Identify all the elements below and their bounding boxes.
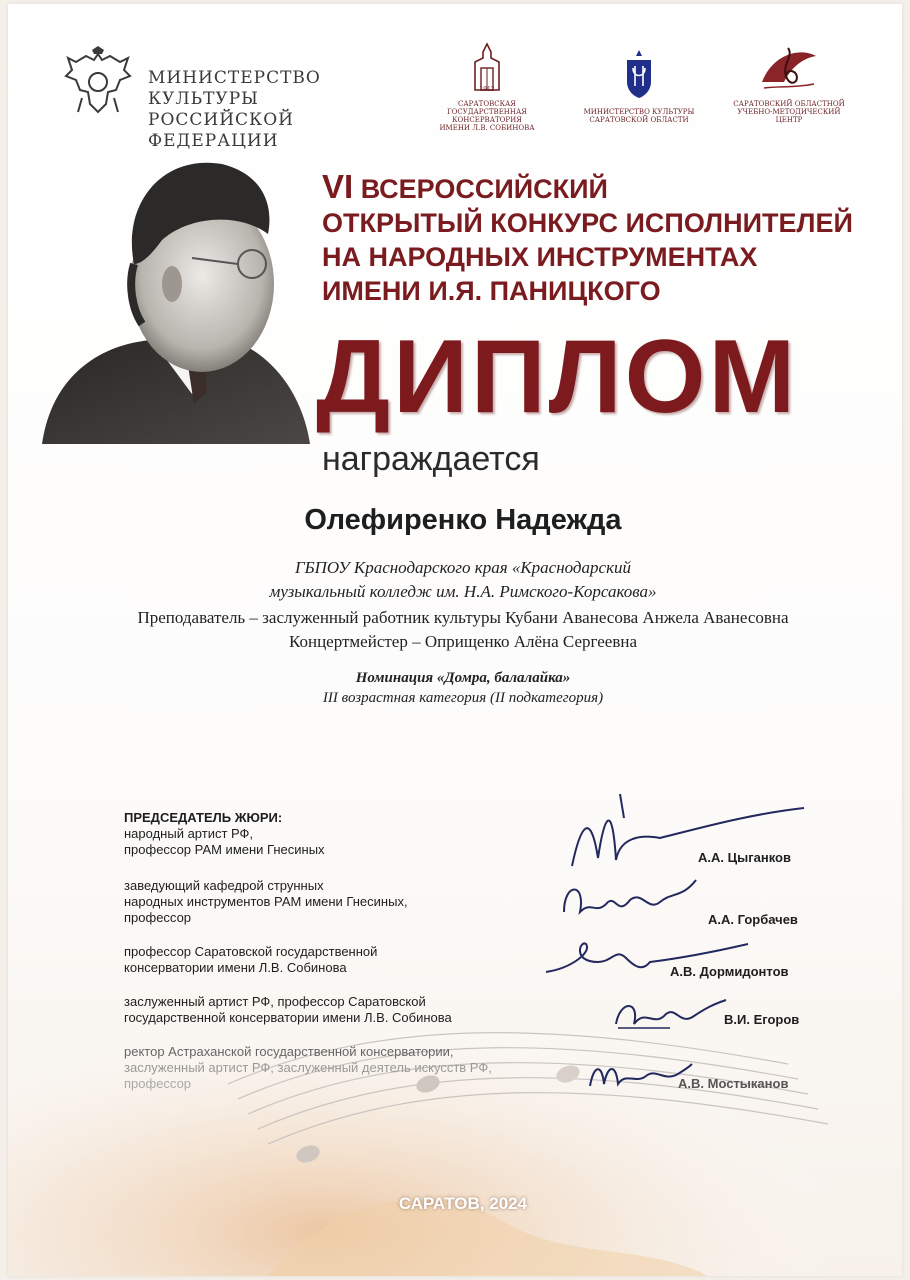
region-ministry-line-1: МИНИСТЕРСТВО КУЛЬТУРЫ	[583, 108, 695, 116]
nomination: Номинация «Домра, балалайка»	[355, 670, 571, 686]
city-year: САРАТОВ, 2024	[398, 1194, 528, 1213]
teacher-line: Преподаватель – заслуженный работник культуры Кубани Аванесова Анжела Аванесовна	[137, 608, 789, 627]
title-roman-numeral: VI	[322, 168, 354, 205]
portrait	[42, 144, 312, 454]
jury-member-2-line-2: народных инструментов РАМ имени Гнесиных,	[124, 894, 408, 909]
jury-member-1-line-2: профессор РАМ имени Гнесиных	[124, 842, 325, 857]
diploma-page	[8, 4, 902, 1276]
jury-member-2-line-1: заведующий кафедрой струнных	[124, 878, 324, 893]
region-ministry-logo	[574, 48, 704, 124]
ministry-title	[148, 68, 428, 152]
double-headed-eagle-icon	[62, 46, 134, 122]
jury-member-3-line-1: профессор Саратовской государственной	[124, 944, 378, 959]
jury-name-4: В.И. Егоров	[724, 1012, 800, 1027]
title-line-4: ИМЕНИ И.Я. ПАНИЦКОГО	[322, 276, 661, 306]
ministry-line-1: МИНИСТЕРСТВО КУЛЬТУРЫ	[148, 68, 321, 109]
competition-title	[322, 170, 882, 308]
lyre-shield-icon	[621, 48, 657, 100]
ministry-line-2: РОССИЙСКОЙ ФЕДЕРАЦИИ	[148, 110, 294, 151]
jury-name-3: А.В. Дормидонтов	[670, 964, 789, 979]
jury-member-1	[124, 810, 544, 858]
conservatory-logo	[432, 42, 542, 132]
center-line-1: САРАТОВСКИЙ ОБЛАСТНОЙ	[733, 100, 845, 108]
title-line-2: ОТКРЫТЫЙ КОНКУРС ИСПОЛНИТЕЛЕЙ	[322, 208, 853, 238]
recipient-name: Олефиренко Надежда	[304, 504, 622, 536]
jury-name-1: А.А. Цыганков	[698, 850, 791, 865]
title-line-1	[322, 170, 882, 206]
signature-gorbachev	[556, 872, 706, 932]
title-line-3: НА НАРОДНЫХ ИНСТРУМЕНТАХ	[322, 242, 758, 272]
diploma-heading: ДИПЛОМ	[316, 319, 799, 435]
jury-member-5-line-3: профессор	[124, 1076, 192, 1091]
conservatory-year: 1912	[479, 86, 495, 93]
jury-member-2	[124, 878, 544, 926]
methodical-center-logo	[724, 42, 854, 124]
conservatory-line-3: КОНСЕРВАТОРИЯ	[452, 116, 522, 124]
jury-heading: ПРЕДСЕДАТЕЛЬ ЖЮРИ:	[124, 810, 283, 825]
jury-member-5	[124, 1044, 544, 1092]
awarded-label: награждается	[322, 440, 540, 478]
institution-line-2: музыкальный колледж им. Н.А. Римского-Корсакова»	[269, 582, 657, 601]
jury-member-5-line-2: заслуженный артист РФ, заслуженный деятель искусств РФ,	[124, 1060, 492, 1075]
jury-name-2: А.А. Горбачев	[708, 912, 798, 927]
conservatory-line-1: САРАТОВСКАЯ	[458, 100, 516, 108]
age-category: III возрастная категория (II подкатегория)	[322, 690, 604, 706]
jury-name-5: А.В. Мостыканов	[678, 1076, 789, 1091]
treble-clef-leaf-icon	[754, 42, 824, 96]
conservatory-line-2: ГОСУДАРСТВЕННАЯ	[447, 108, 527, 116]
institution-line-1: ГБПОУ Краснодарского края «Краснодарский	[294, 558, 632, 577]
conservatory-line-4: ИМЕНИ Л.В. СОБИНОВА	[439, 124, 535, 132]
title-line-1-rest: ВСЕРОССИЙСКИЙ	[360, 174, 608, 204]
jury-member-4-line-2: государственной консерватории имени Л.В. Собинова	[124, 1010, 452, 1025]
portrait-illustration	[42, 144, 312, 454]
region-ministry-line-2: САРАТОВСКОЙ ОБЛАСТИ	[589, 116, 689, 124]
jury-member-1-line-1: народный артист РФ,	[124, 826, 254, 841]
jury-member-3-line-2: консерватории имени Л.В. Собинова	[124, 960, 347, 975]
jury-member-3	[124, 944, 544, 976]
center-line-2: УЧЕБНО-МЕТОДИЧЕСКИЙ	[737, 108, 841, 116]
signature-egorov	[610, 994, 730, 1040]
center-line-3: ЦЕНТР	[775, 116, 803, 124]
jury-member-5-line-1: ректор Астраханской государственной консерватории,	[124, 1044, 454, 1059]
accompanist-line: Концертмейстер – Оприщенко Алёна Сергеевна	[288, 632, 637, 651]
jury-member-2-line-3: профессор	[124, 910, 192, 925]
jury-member-4	[124, 994, 544, 1026]
jury-member-4-line-1: заслуженный артист РФ, профессор Саратовской	[124, 994, 426, 1009]
